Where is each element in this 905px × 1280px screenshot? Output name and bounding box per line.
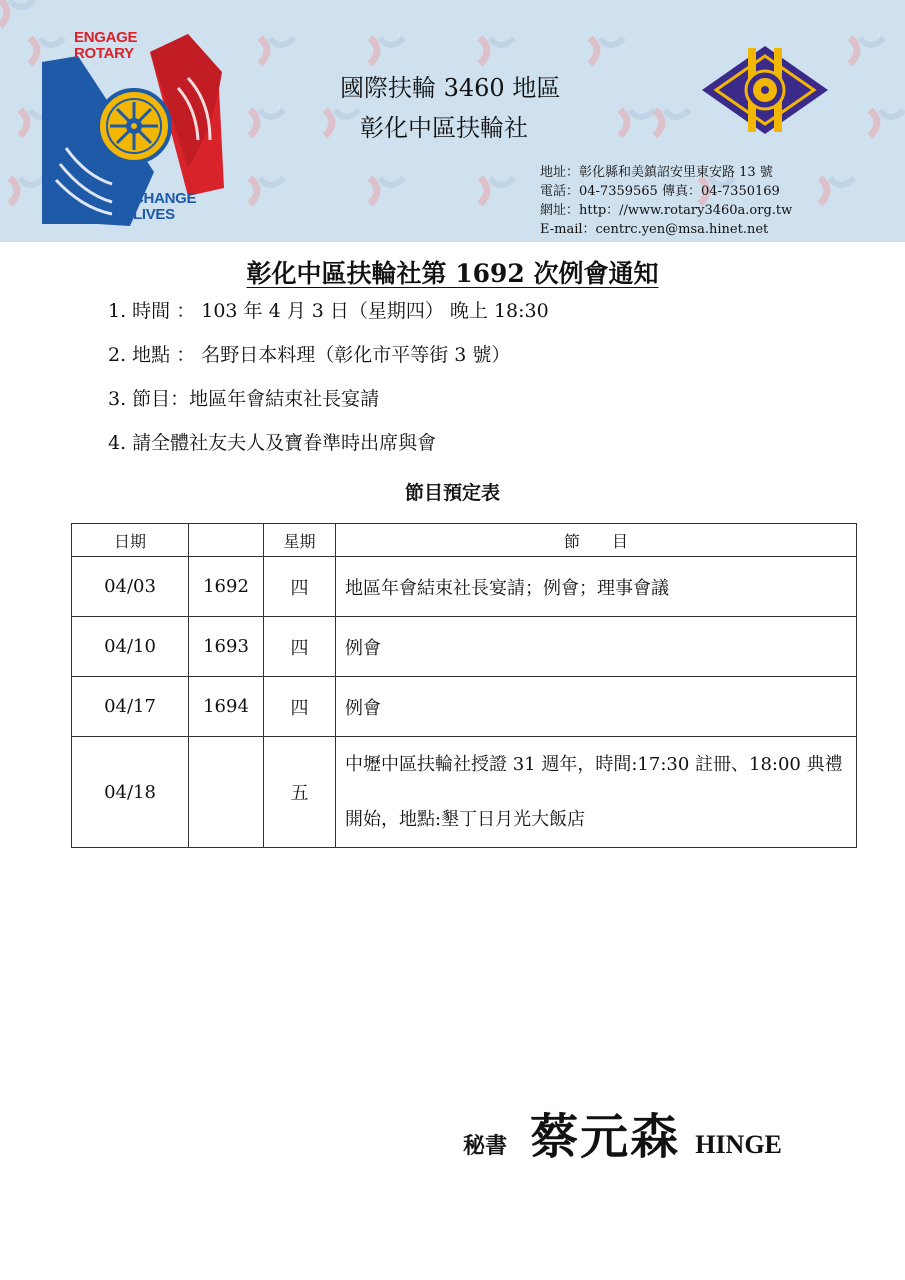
- row-weekday: 四: [264, 677, 336, 737]
- row-weekday: 四: [264, 557, 336, 617]
- club-title: 彰化中區扶輪社: [360, 114, 528, 142]
- signature-name: 蔡元森: [530, 1109, 681, 1165]
- row-date: 04/03: [72, 557, 189, 617]
- row-meeting-number: [189, 737, 264, 848]
- signature-role: 秘書: [463, 1133, 508, 1159]
- row-meeting-number: 1694: [189, 677, 264, 737]
- table-header-row: [72, 524, 857, 557]
- notice-item-attendance: 4. 請全體社友夫人及寶眷準時出席與會: [108, 432, 437, 454]
- phone-fax-text: 電話：04-7359565 傳真：04-7350169: [540, 184, 780, 199]
- logo-top-text: ENGAGE ROTARY: [74, 29, 138, 62]
- table-row: [72, 677, 857, 737]
- notice-title-text: 彰化中區扶輪社第 1692 次例會通知: [246, 259, 659, 288]
- row-date: 04/18: [72, 737, 189, 848]
- header-meeting-number: [189, 524, 264, 557]
- header-date: 日期: [72, 524, 189, 557]
- letterhead: [0, 0, 905, 242]
- contact-block: [540, 163, 792, 239]
- row-weekday: 五: [264, 737, 336, 848]
- schedule-title: 節目預定表: [404, 482, 500, 504]
- row-date: 04/17: [72, 677, 189, 737]
- notice-item-time: 1. 時間 ： 103 年 4 月 3 日（星期四） 晚上 18:30: [108, 300, 549, 322]
- notice-item-program: 3. 節目：地區年會結束社長宴請: [108, 388, 380, 410]
- row-program: 例會: [336, 677, 857, 737]
- table-row: [72, 737, 857, 848]
- address-text: 地址：彰化縣和美鎮詔安里東安路 13 號: [540, 165, 773, 180]
- notice-items: [108, 296, 549, 472]
- row-program: 例會: [336, 617, 857, 677]
- signature-english-name: HINGE: [695, 1130, 782, 1159]
- email-text: E-mail：centrc.yen@msa.hinet.net: [540, 222, 769, 237]
- row-program: 地區年會結束社長宴請；例會；理事會議: [336, 557, 857, 617]
- district-title: 國際扶輪 3460 地區: [340, 74, 561, 102]
- header-weekday: 星期: [264, 524, 336, 557]
- logo-bottom-text: CHANGE LIVES: [133, 190, 197, 223]
- table-row: [72, 557, 857, 617]
- notice-title: [0, 254, 905, 290]
- signature-block: [463, 1098, 782, 1167]
- row-weekday: 四: [264, 617, 336, 677]
- row-meeting-number: 1692: [189, 557, 264, 617]
- header-program: 節 目: [336, 524, 857, 557]
- notice-item-place: 2. 地點 ： 名野日本料理（彰化市平等街 3 號）: [108, 344, 511, 366]
- rotary-club-emblem-icon: [700, 44, 830, 136]
- table-row: [72, 617, 857, 677]
- row-date: 04/10: [72, 617, 189, 677]
- website-text: 網址：http：//www.rotary3460a.org.tw: [540, 203, 793, 218]
- row-meeting-number: 1693: [189, 617, 264, 677]
- row-program: 中壢中區扶輪社授證 31 週年，時間:17:30 註冊、18:00 典禮開始，地點:墾丁日月光大飯店: [336, 737, 857, 848]
- schedule-table: [71, 523, 857, 848]
